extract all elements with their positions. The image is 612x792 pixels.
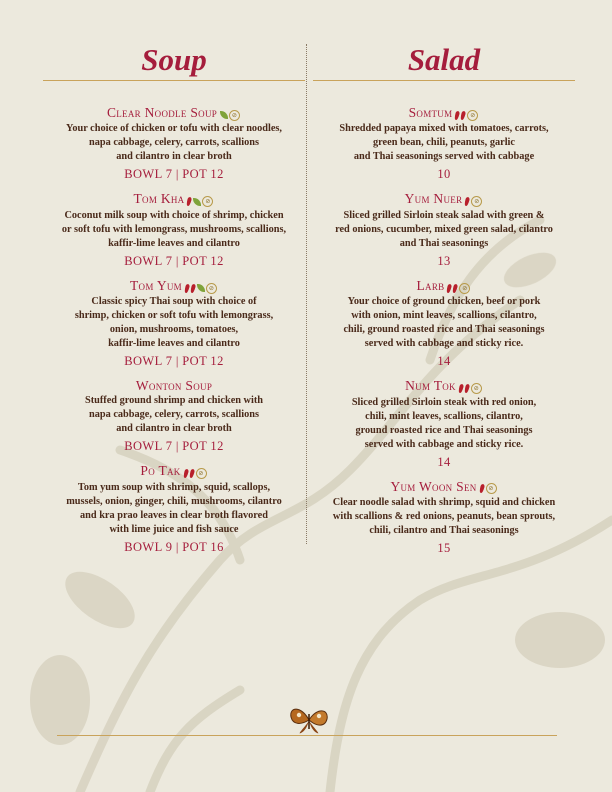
salad-item-list [313,104,575,557]
menu-item-price: BOWL 7 | POT 12 [124,439,224,454]
menu-item-name: Clear Noodle Soup [106,105,218,120]
menu-item [43,462,305,555]
menu-item-name: Num Tok [405,378,456,394]
menu-item-description: Clear noodle salad with shrimp, squid and chicken with scallions & red onions, peanuts, bean sprouts, chili, cilantro and Thai seasonings [332,497,556,537]
vegetarian-leaf-icon [220,111,228,119]
menu-item-description: Classic spicy Thai soup with choice of shrimp, chicken or soft tofu with lemongrass, onion, mushrooms, tomatoes, kaffir-lime leaves and cilantro [74,296,274,350]
menu-item-price: 10 [437,167,451,182]
gluten-free-icon: ⊘ [229,110,240,121]
gluten-free-icon: ⊘ [467,110,478,121]
menu-item [43,277,305,370]
menu-item [313,104,575,183]
butterfly-logo [287,703,331,737]
chili-pepper-icon [188,469,194,479]
menu-item-name-row [43,190,305,208]
menu-item-name-row [43,377,305,394]
dietary-icons [185,278,218,295]
gluten-free-icon: ⊘ [196,468,207,479]
menu-item-name-row [43,277,305,295]
menu-item-description: Stuffed ground shrimp and chicken with napa cabbage, celery, carrots, scallions and cilantro in clear broth [84,395,264,435]
menu-item-name-row [43,462,305,480]
gluten-free-icon: ⊘ [202,196,213,207]
chili-pepper-icon [452,283,458,293]
gluten-free-icon: ⊘ [471,196,482,207]
menu-item-price: BOWL 7 | POT 12 [124,253,224,268]
menu-item-name: Yum Woon Sen [390,478,477,494]
gluten-free-icon: ⊘ [486,483,497,494]
dietary-icons [184,464,208,481]
menu-item-name: Tom Yum [130,277,182,293]
gluten-free-icon: ⊘ [471,383,482,394]
menu-item-description: Your choice of ground chicken, beef or pork with onion, mint leaves, scallions, cilantro, chili, ground roasted rice and Thai seasonings served with cabbage and sticky rice. [343,296,545,350]
soup-item-list [43,104,305,556]
menu-item [313,277,575,370]
gluten-free-icon: ⊘ [459,283,470,294]
menu-item-name-row [313,478,575,496]
menu-item-name: Somtum [408,105,453,120]
menu-item [313,190,575,269]
vegetarian-leaf-icon [197,284,205,292]
chili-pepper-icon [190,283,196,293]
menu-item-name-row [313,104,575,122]
menu-item [43,190,305,269]
menu-item [43,104,305,183]
menu-item [313,478,575,557]
menu-item-price: 13 [437,253,451,268]
menu-item-description: Sliced grilled Sirloin steak salad with green & red onions, cucumber, mixed green salad, cilantro and Thai seasonings [335,209,553,249]
menu-item-name: Po Tak [140,463,181,479]
menu-item-name-row [313,377,575,395]
column-divider [306,44,307,544]
soup-heading: Soup [141,42,207,77]
menu-item [43,377,305,455]
menu-item-name-row [313,190,575,208]
dietary-icons [220,105,241,122]
chili-pepper-icon [184,283,190,293]
chili-pepper-icon [460,110,466,120]
dietary-icons [187,192,214,209]
menu-item-description: Your choice of chicken or tofu with clear noodles, napa cabbage, celery, carrots, scallions and cilantro in clear broth [66,123,282,163]
menu-item-price: BOWL 7 | POT 12 [124,354,224,369]
chili-pepper-icon [186,197,192,207]
menu-item-name: Larb [416,277,445,293]
chili-pepper-icon [454,110,460,120]
soup-section [43,38,305,563]
gluten-free-icon: ⊘ [206,283,217,294]
salad-heading-rule [313,80,575,81]
chili-pepper-icon [182,469,188,479]
salad-heading: Salad [407,42,481,77]
menu-item-name: Wonton Soup [135,378,213,394]
menu-item-name-row [313,277,575,295]
menu-item-name: Tom Kha [133,191,185,207]
menu-item-price: 15 [437,541,451,556]
chili-pepper-icon [478,484,484,494]
soup-heading-rule [43,80,305,81]
chili-pepper-icon [464,384,470,394]
dietary-icons [480,479,498,496]
dietary-icons [465,192,483,209]
menu-item-description: Sliced grilled Sirloin steak with red onion, chili, mint leaves, scallions, cilantro, ground roasted rice and Thai seasonings served with cabbage and sticky rice. [351,396,537,450]
menu-item-description: Coconut milk soup with choice of shrimp, chicken or soft tofu with lemongrass, mushrooms, scallions, kaffir-lime leaves and cilantro [61,209,287,249]
dietary-icons [455,105,479,122]
menu-item-price: 14 [437,354,451,369]
chili-pepper-icon [458,384,464,394]
salad-section [313,38,575,564]
vegetarian-leaf-icon [193,198,201,206]
chili-pepper-icon [464,197,470,207]
dietary-icons [459,379,483,396]
menu-item-name-row [43,104,305,122]
menu-item-description: Tom yum soup with shrimp, squid, scallops, mussels, onion, ginger, chili, mushrooms, cilantro and kra prao leaves in clear broth flavored with lime juice and fish sauce [66,481,282,535]
menu-item [313,377,575,470]
menu-item-price: BOWL 9 | POT 16 [124,539,224,554]
menu-item-description: Shredded papaya mixed with tomatoes, carrots, green bean, chili, peanuts, garlic and Thai seasonings served with cabbage [339,123,549,163]
menu-item-price: BOWL 7 | POT 12 [124,167,224,182]
dietary-icons [447,278,471,295]
menu-item-price: 14 [437,454,451,469]
menu-item-name: Yum Nuer [404,191,463,207]
